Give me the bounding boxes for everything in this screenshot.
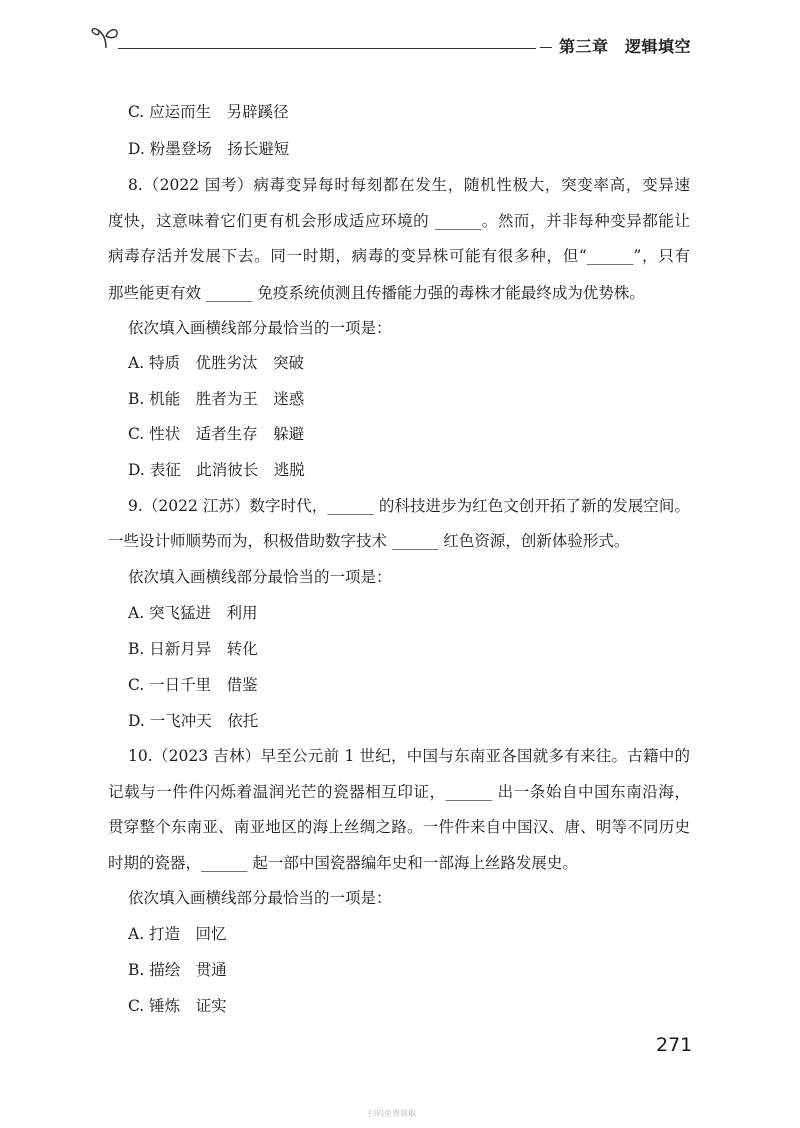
question-line: 度快，这意味着它们更有机会形成适应环境的 ______。然而，并非每种变异都能让 [108, 212, 690, 230]
chapter-title: 第三章 逻辑填空 [559, 37, 692, 56]
option-line: D. 一飞冲天 依托 [128, 712, 259, 730]
footer-watermark: 扫码免费领取 [368, 1109, 416, 1118]
instruction-line: 依次填入画横线部分最恰当的一项是： [128, 889, 392, 907]
option-line: C. 性状 适者生存 躲避 [128, 425, 305, 443]
question-line: 时期的瓷器，______ 起一部中国瓷器编年史和一部海上丝路发展史。 [108, 854, 578, 872]
option-line: A. 打造 回忆 [128, 925, 227, 943]
instruction-line: 依次填入画横线部分最恰当的一项是： [128, 319, 392, 337]
question-line: 贯穿整个东南亚、南亚地区的海上丝绸之路。一件件来自中国汉、唐、明等不同历史 [108, 818, 690, 836]
page-number: 271 [656, 1034, 693, 1056]
option-line: B. 描绘 贯通 [128, 961, 227, 979]
question-line: 病毒存活并发展下去。同一时期，病毒的变异株可能有很多种，但“______”，只有 [108, 247, 690, 265]
option-line: B. 日新月异 转化 [128, 640, 258, 658]
question-line: 9.（2022 江苏）数字时代，______ 的科技进步为红色文创开拓了新的发展空间。 [128, 497, 690, 515]
option-line: D. 粉墨登场 扬长避短 [128, 140, 290, 158]
question-line: 记载与一件件闪烁着温润光芒的瓷器相互印证，______ 出一条始自中国东南沿海， [108, 783, 690, 801]
question-line: 那些能更有效 ______ 免疫系统侦测且传播能力强的毒株才能最终成为优势株。 [108, 284, 645, 302]
instruction-line: 依次填入画横线部分最恰当的一项是： [128, 568, 392, 586]
question-line: 10.（2023 吉林）早至公元前 1 世纪，中国与东南亚各国就多有来往。古籍中的 [128, 747, 690, 765]
option-line: C. 一日千里 借鉴 [128, 676, 258, 694]
option-line: C. 锤炼 证实 [128, 997, 227, 1015]
question-line: 8.（2022 国考）病毒变异每时每刻都在发生，随机性极大，突变率高，变异速 [128, 176, 690, 194]
option-line: D. 表征 此消彼长 逃脱 [128, 461, 305, 479]
option-line: A. 突飞猛进 利用 [128, 604, 258, 622]
option-line: C. 应运而生 另辟蹊径 [128, 103, 289, 121]
option-line: B. 机能 胜者为王 迷惑 [128, 390, 305, 408]
option-line: A. 特质 优胜劣汰 突破 [128, 354, 305, 372]
question-line: 一些设计师顺势而为，积极借助数字技术 ______ 红色资源，创新体验形式。 [108, 532, 630, 550]
